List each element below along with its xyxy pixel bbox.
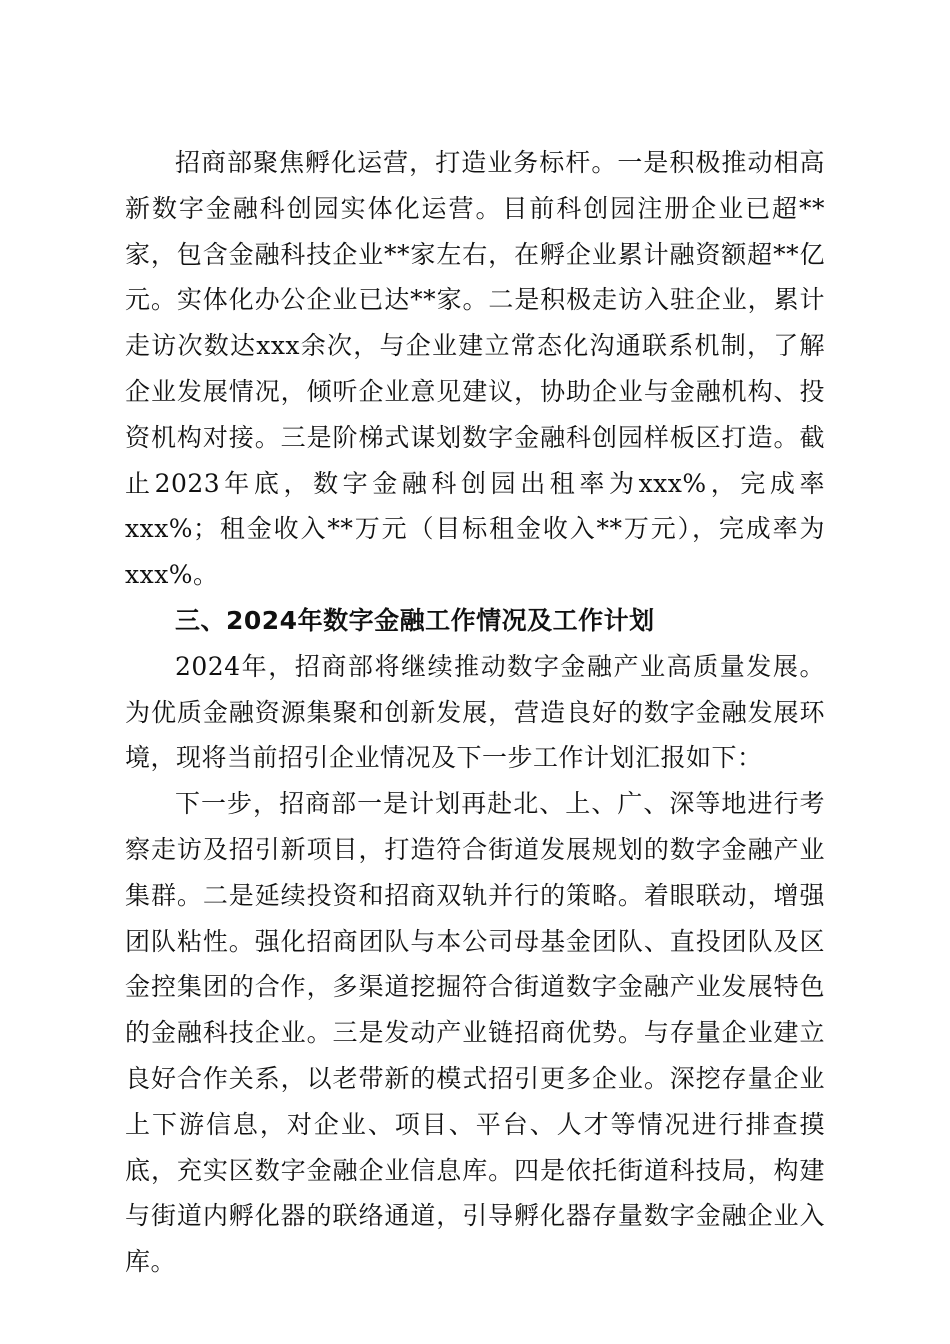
- paragraph-next-steps: 下一步，招商部一是计划再赴北、上、广、深等地进行考察走访及招引新项目，打造符合街道发展规划的数字金融产业集群。二是延续投资和招商双轨并行的策略。着眼联动，增强团队粘性。强化招商团队与本公司母基金团队、直投团队及区金控集团的合作，多渠道挖掘符合街道数字金融产业发展特色的金融科技企业。三是发动产业链招商优势。与存量企业建立良好合作关系，以老带新的模式招引更多企业。深挖存量企业上下游信息，对企业、项目、平台、人才等情况进行排查摸底，充实区数字金融企业信息库。四是依托街道科技局，构建与街道内孵化器的联络通道，引导孵化器存量数字金融企业入库。: [125, 789, 825, 1277]
- section-heading-2024-plan: 三、2024年数字金融工作情况及工作计划: [175, 605, 655, 635]
- paragraph-incubation-operations: 招商部聚焦孵化运营，打造业务标杆。一是积极推动相高新数字金融科创园实体化运营。目前科创园注册企业已超**家，包含金融科技企业**家左右，在孵企业累计融资额超**亿元。实体化办公企业已达**家。二是积极走访入驻企业，累计走访次数达xxx余次，与企业建立常态化沟通联系机制，了解企业发展情况，倾听企业意见建议，协助企业与金融机构、投资机构对接。三是阶梯式谋划数字金融科创园样板区打造。截止2023年底，数字金融科创园出租率为xxx%，完成率xxx%；租金收入**万元（目标租金收入**万元），完成率为xxx%。: [125, 148, 825, 590]
- paragraph-2024-overview: 2024年，招商部将继续推动数字金融产业高质量发展。为优质金融资源集聚和创新发展，营造良好的数字金融发展环境，现将当前招引企业情况及下一步工作计划汇报如下：: [125, 651, 825, 773]
- document-body: [125, 140, 825, 1285]
